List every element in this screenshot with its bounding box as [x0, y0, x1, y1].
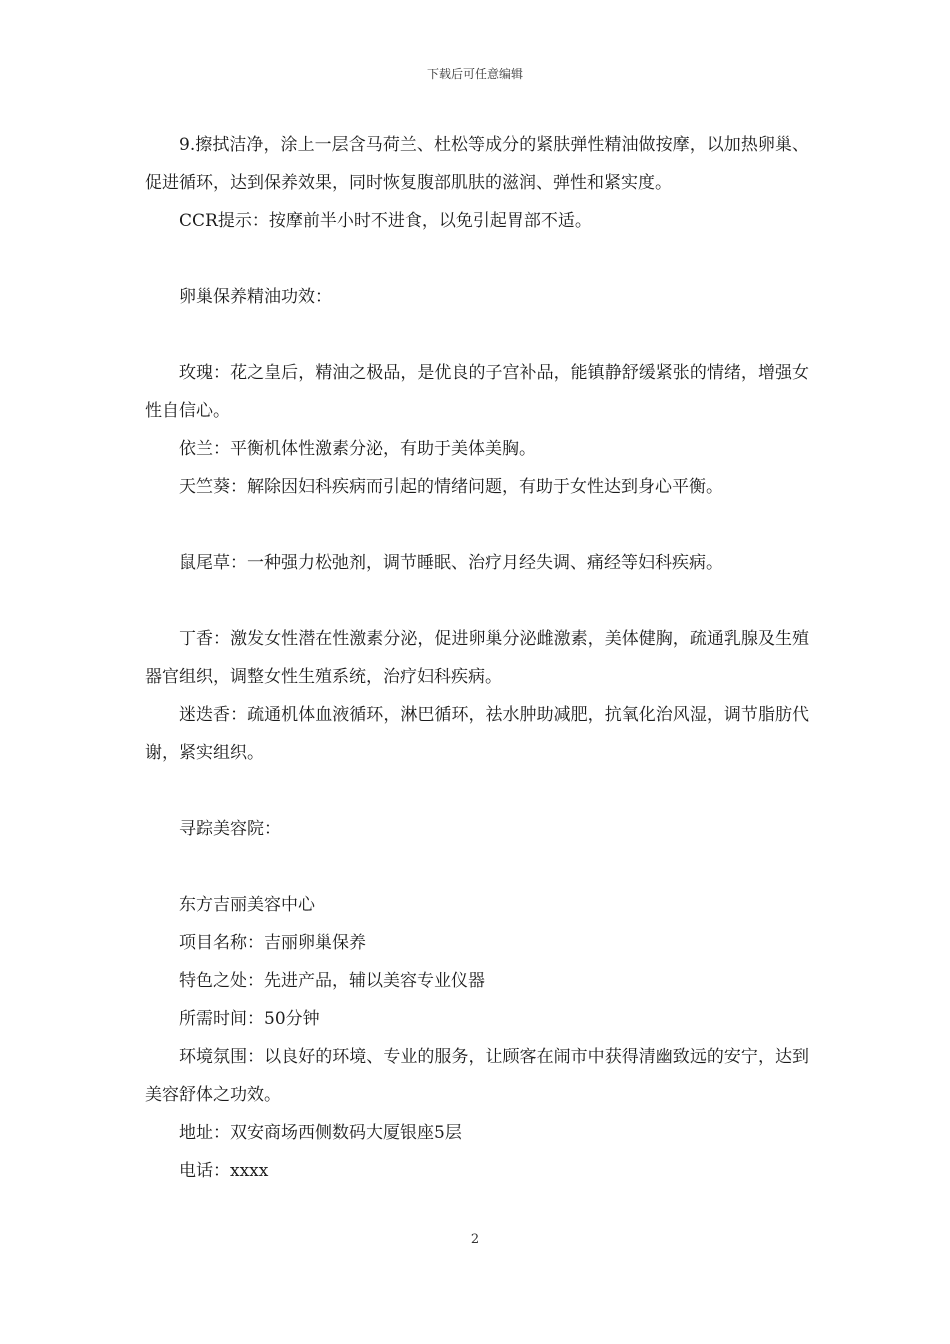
paragraph-salon-name: 东方吉丽美容中心	[179, 895, 315, 915]
page-header: 下载后可任意编辑	[426, 67, 523, 81]
paragraph-ylang: 依兰：平衡机体性激素分泌，有助于美体美胸。	[179, 439, 536, 459]
paragraph-sage: 鼠尾草：一种强力松弛剂，调节睡眠、治疗月经失调、痛经等妇科疾病。	[179, 553, 723, 573]
blank-line	[145, 848, 809, 886]
paragraph-environment: 环境氛围：以良好的环境、专业的服务，让顾客在闹市中获得清幽致远的安宁，达到美容舒体之功效。	[145, 1047, 809, 1105]
document-body	[145, 126, 809, 1190]
paragraph-rose: 玫瑰：花之皇后，精油之极品，是优良的子宫补品，能镇静舒缓紧张的情绪，增强女性自信心。	[145, 363, 809, 421]
blank-line	[145, 240, 809, 278]
blank-line	[145, 316, 809, 354]
blank-line	[145, 506, 809, 544]
paragraph-project: 项目名称：吉丽卵巢保养	[179, 933, 366, 953]
paragraph-features: 特色之处：先进产品，辅以美容专业仪器	[179, 971, 485, 991]
section-heading-oil-effects: 卵巢保养精油功效：	[179, 287, 332, 307]
paragraph-phone: 电话：xxxx	[179, 1161, 269, 1181]
paragraph-step-9: 9.擦拭洁净，涂上一层含马荷兰、杜松等成分的紧肤弹性精油做按摩，以加热卵巢、促进循环，达到保养效果，同时恢复腹部肌肤的滋润、弹性和紧实度。	[145, 135, 809, 193]
paragraph-rosemary: 迷迭香：疏通机体血液循环，淋巴循环，祛水肿助减肥，抗氧化治风湿，调节脂肪代谢，紧实组织。	[145, 705, 809, 763]
paragraph-address: 地址：双安商场西侧数码大厦银座5层	[179, 1123, 462, 1143]
section-heading-salon: 寻踪美容院：	[179, 819, 281, 839]
page-number: 2	[470, 1232, 480, 1247]
blank-line	[145, 772, 809, 810]
blank-line	[145, 582, 809, 620]
paragraph-ccr-tip: CCR提示：按摩前半小时不进食，以免引起胃部不适。	[179, 211, 592, 231]
paragraph-geranium: 天竺葵：解除因妇科疾病而引起的情绪问题，有助于女性达到身心平衡。	[179, 477, 723, 497]
paragraph-clove: 丁香：激发女性潜在性激素分泌，促进卵巢分泌雌激素，美体健胸，疏通乳腺及生殖器官组织，调整女性生殖系统，治疗妇科疾病。	[145, 629, 809, 687]
paragraph-duration: 所需时间：50分钟	[179, 1009, 320, 1029]
